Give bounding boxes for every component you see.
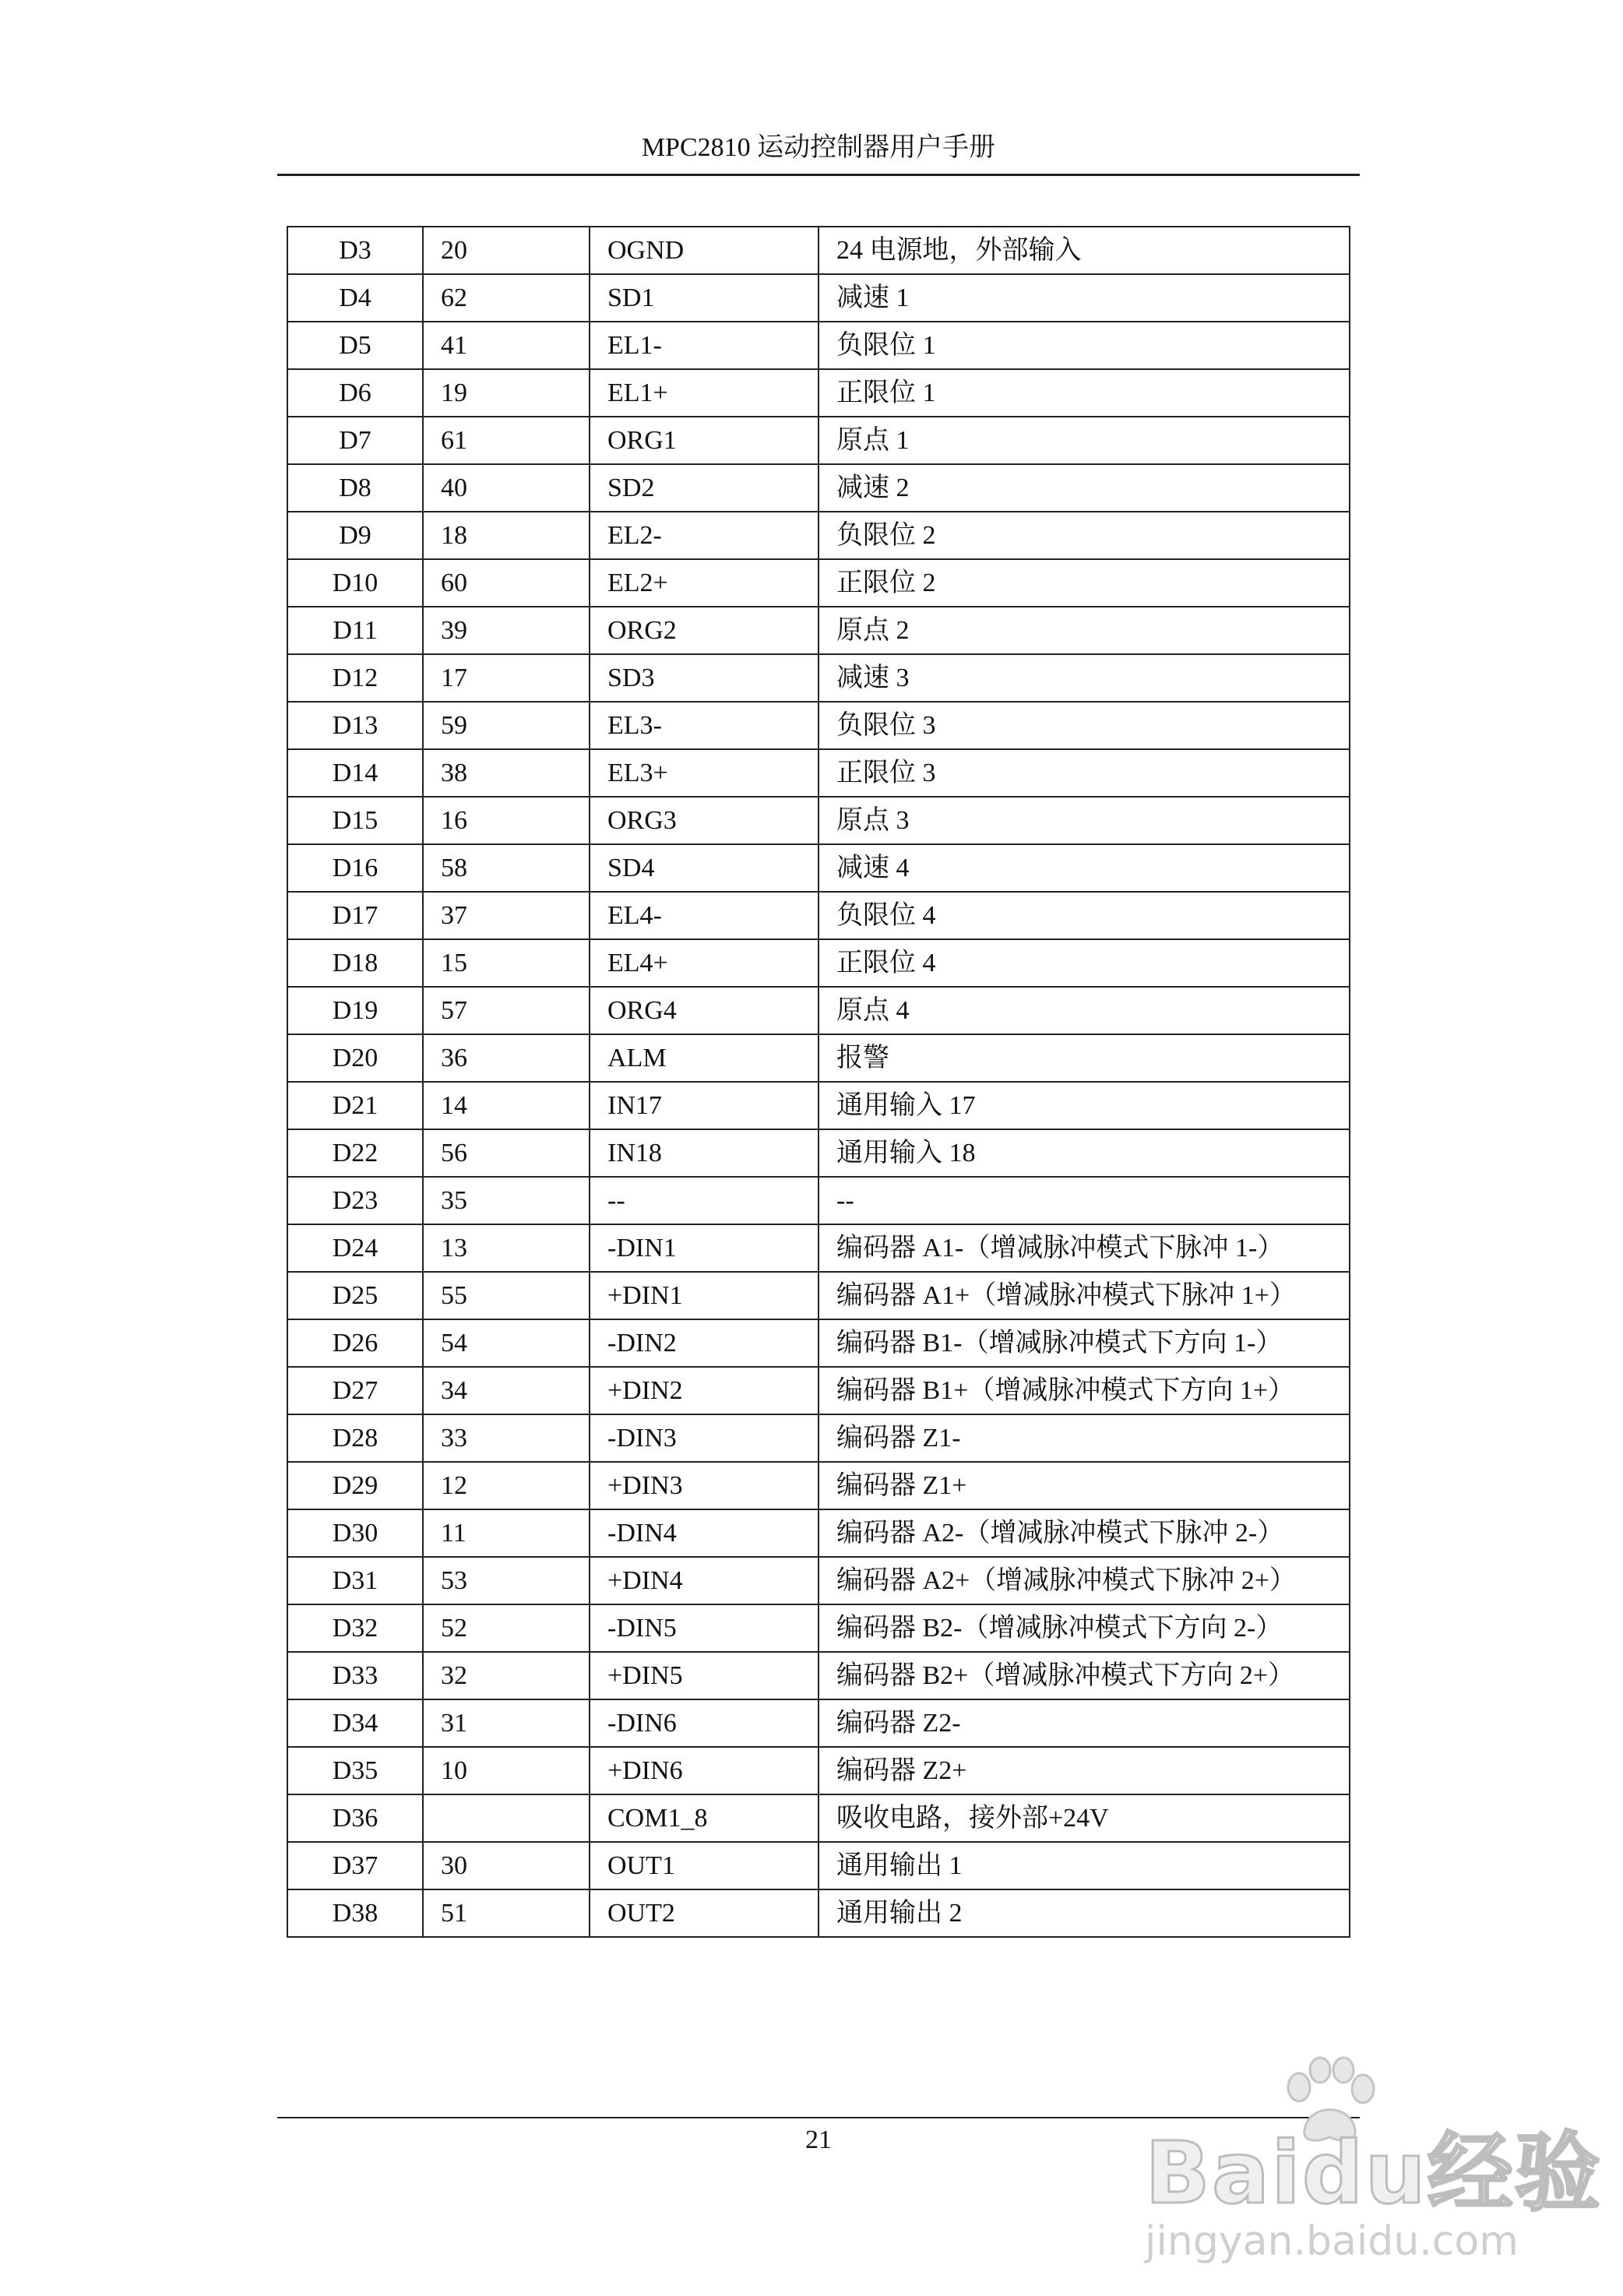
description-cell: 编码器 B2-（增减脉冲模式下方向 2-）	[819, 1604, 1350, 1652]
description-cell: 通用输出 2	[819, 1889, 1350, 1937]
description-cell: 编码器 Z2+	[819, 1747, 1350, 1794]
description-cell: 编码器 B2+（增减脉冲模式下方向 2+）	[819, 1652, 1350, 1699]
description-cell: 负限位 1	[819, 322, 1350, 369]
signal-id-cell: D28	[287, 1414, 423, 1462]
pin-number-cell: 16	[423, 797, 590, 844]
page-header-title: MPC2810 运动控制器用户手册	[641, 133, 996, 162]
signal-id-cell: D34	[287, 1699, 423, 1747]
signal-name-cell: +DIN3	[590, 1462, 819, 1509]
pin-number-cell: 34	[423, 1367, 590, 1414]
signal-name-cell: EL4-	[590, 892, 819, 939]
signal-name-cell: EL2+	[590, 559, 819, 607]
pin-number-cell: 57	[423, 987, 590, 1034]
description-cell: --	[819, 1177, 1350, 1224]
table-row	[287, 1794, 1350, 1842]
description-cell: 正限位 1	[819, 369, 1350, 417]
baidu-jingyan-watermark	[1145, 2056, 1612, 2265]
signal-name-cell: -DIN3	[590, 1414, 819, 1462]
pin-number-cell: 53	[423, 1557, 590, 1604]
table-row	[287, 1034, 1350, 1082]
signal-name-cell: -DIN6	[590, 1699, 819, 1747]
signal-id-cell: D8	[287, 464, 423, 512]
pin-number-cell: 32	[423, 1652, 590, 1699]
signal-id-cell: D20	[287, 1034, 423, 1082]
signal-id-cell: D30	[287, 1509, 423, 1557]
description-cell: 原点 4	[819, 987, 1350, 1034]
pin-number-cell: 35	[423, 1177, 590, 1224]
pin-number-cell: 60	[423, 559, 590, 607]
signal-name-cell: SD1	[590, 274, 819, 322]
signal-name-cell: EL3+	[590, 749, 819, 797]
table-row	[287, 1747, 1350, 1794]
signal-name-cell: EL1+	[590, 369, 819, 417]
description-cell: 原点 2	[819, 607, 1350, 654]
description-cell: 负限位 2	[819, 512, 1350, 559]
signal-id-cell: D29	[287, 1462, 423, 1509]
signal-name-cell: +DIN1	[590, 1272, 819, 1319]
pin-number-cell: 36	[423, 1034, 590, 1082]
description-cell: 正限位 3	[819, 749, 1350, 797]
description-cell: 正限位 4	[819, 939, 1350, 987]
table-row	[287, 797, 1350, 844]
signal-id-cell: D23	[287, 1177, 423, 1224]
table-row	[287, 1082, 1350, 1129]
signal-id-cell: D15	[287, 797, 423, 844]
signal-name-cell: +DIN5	[590, 1652, 819, 1699]
signal-name-cell: COM1_8	[590, 1794, 819, 1842]
description-cell: 正限位 2	[819, 559, 1350, 607]
description-cell: 通用输入 17	[819, 1082, 1350, 1129]
signal-id-cell: D13	[287, 702, 423, 749]
description-cell: 减速 1	[819, 274, 1350, 322]
signal-name-cell: -DIN4	[590, 1509, 819, 1557]
description-cell: 编码器 A2-（增减脉冲模式下脉冲 2-）	[819, 1509, 1350, 1557]
signal-name-cell: EL2-	[590, 512, 819, 559]
signal-id-cell: D16	[287, 844, 423, 892]
signal-name-cell: -DIN2	[590, 1319, 819, 1367]
table-row	[287, 939, 1350, 987]
table-row	[287, 1319, 1350, 1367]
table-row	[287, 1652, 1350, 1699]
description-cell: 负限位 4	[819, 892, 1350, 939]
description-cell: 减速 2	[819, 464, 1350, 512]
signal-name-cell: ORG3	[590, 797, 819, 844]
pin-number-cell: 55	[423, 1272, 590, 1319]
signal-id-cell: D12	[287, 654, 423, 702]
watermark-url: jingyan.baidu.com	[1145, 2218, 1519, 2265]
pin-number-cell: 61	[423, 417, 590, 464]
signal-name-cell: +DIN4	[590, 1557, 819, 1604]
signal-id-cell: D26	[287, 1319, 423, 1367]
signal-name-cell: +DIN2	[590, 1367, 819, 1414]
pin-number-cell: 13	[423, 1224, 590, 1272]
signal-id-cell: D36	[287, 1794, 423, 1842]
pin-number-cell	[423, 1794, 590, 1842]
signal-id-cell: D14	[287, 749, 423, 797]
signal-name-cell: -DIN1	[590, 1224, 819, 1272]
signal-name-cell: ORG4	[590, 987, 819, 1034]
signal-name-cell: OGND	[590, 227, 819, 274]
table-row	[287, 844, 1350, 892]
signal-name-cell: EL4+	[590, 939, 819, 987]
pin-number-cell: 10	[423, 1747, 590, 1794]
signal-id-cell: D25	[287, 1272, 423, 1319]
description-cell: 报警	[819, 1034, 1350, 1082]
pin-table-body	[287, 227, 1350, 1937]
pin-number-cell: 14	[423, 1082, 590, 1129]
table-row	[287, 1557, 1350, 1604]
header-rule	[277, 174, 1360, 176]
signal-id-cell: D19	[287, 987, 423, 1034]
description-cell: 编码器 Z1-	[819, 1414, 1350, 1462]
signal-id-cell: D17	[287, 892, 423, 939]
table-row	[287, 369, 1350, 417]
description-cell: 编码器 A1+（增减脉冲模式下脉冲 1+）	[819, 1272, 1350, 1319]
signal-id-cell: D11	[287, 607, 423, 654]
pin-number-cell: 62	[423, 274, 590, 322]
pin-number-cell: 30	[423, 1842, 590, 1889]
pin-number-cell: 58	[423, 844, 590, 892]
signal-id-cell: D7	[287, 417, 423, 464]
table-row	[287, 1367, 1350, 1414]
description-cell: 吸收电路，接外部+24V	[819, 1794, 1350, 1842]
description-cell: 编码器 B1-（增减脉冲模式下方向 1-）	[819, 1319, 1350, 1367]
signal-name-cell: EL1-	[590, 322, 819, 369]
table-row	[287, 1177, 1350, 1224]
description-cell: 通用输出 1	[819, 1842, 1350, 1889]
pin-number-cell: 33	[423, 1414, 590, 1462]
pin-number-cell: 52	[423, 1604, 590, 1652]
pin-number-cell: 38	[423, 749, 590, 797]
description-cell: 通用输入 18	[819, 1129, 1350, 1177]
pin-number-cell: 40	[423, 464, 590, 512]
pin-assignment-table	[287, 226, 1350, 1938]
pin-number-cell: 12	[423, 1462, 590, 1509]
signal-id-cell: D22	[287, 1129, 423, 1177]
pin-number-cell: 15	[423, 939, 590, 987]
description-cell: 24 电源地，外部输入	[819, 227, 1350, 274]
signal-name-cell: OUT2	[590, 1889, 819, 1937]
signal-id-cell: D31	[287, 1557, 423, 1604]
pin-number-cell: 19	[423, 369, 590, 417]
description-cell: 减速 3	[819, 654, 1350, 702]
description-cell: 减速 4	[819, 844, 1350, 892]
table-row	[287, 559, 1350, 607]
signal-name-cell: IN18	[590, 1129, 819, 1177]
signal-id-cell: D5	[287, 322, 423, 369]
signal-id-cell: D3	[287, 227, 423, 274]
table-row	[287, 1129, 1350, 1177]
watermark-logo: Baidu经验	[1145, 2123, 1602, 2223]
description-cell: 原点 3	[819, 797, 1350, 844]
signal-id-cell: D33	[287, 1652, 423, 1699]
table-row	[287, 1604, 1350, 1652]
pin-number-cell: 11	[423, 1509, 590, 1557]
signal-id-cell: D9	[287, 512, 423, 559]
description-cell: 编码器 A2+（增减脉冲模式下脉冲 2+）	[819, 1557, 1350, 1604]
signal-id-cell: D4	[287, 274, 423, 322]
pin-number-cell: 18	[423, 512, 590, 559]
table-row	[287, 654, 1350, 702]
pin-number-cell: 20	[423, 227, 590, 274]
table-row	[287, 1414, 1350, 1462]
signal-name-cell: -DIN5	[590, 1604, 819, 1652]
description-cell: 负限位 3	[819, 702, 1350, 749]
table-row	[287, 892, 1350, 939]
signal-id-cell: D10	[287, 559, 423, 607]
pin-number-cell: 59	[423, 702, 590, 749]
table-row	[287, 1699, 1350, 1747]
table-row	[287, 417, 1350, 464]
pin-number-cell: 39	[423, 607, 590, 654]
table-row	[287, 322, 1350, 369]
pin-number-cell: 17	[423, 654, 590, 702]
pin-number-cell: 51	[423, 1889, 590, 1937]
signal-id-cell: D21	[287, 1082, 423, 1129]
signal-name-cell: +DIN6	[590, 1747, 819, 1794]
table-row	[287, 227, 1350, 274]
pin-number-cell: 41	[423, 322, 590, 369]
table-row	[287, 1889, 1350, 1937]
signal-id-cell: D24	[287, 1224, 423, 1272]
signal-id-cell: D35	[287, 1747, 423, 1794]
description-cell: 编码器 A1-（增减脉冲模式下脉冲 1-）	[819, 1224, 1350, 1272]
description-cell: 原点 1	[819, 417, 1350, 464]
table-row	[287, 1224, 1350, 1272]
page-number: 21	[805, 2125, 832, 2154]
table-row	[287, 274, 1350, 322]
table-row	[287, 1272, 1350, 1319]
signal-id-cell: D18	[287, 939, 423, 987]
table-row	[287, 987, 1350, 1034]
signal-name-cell: SD4	[590, 844, 819, 892]
pin-number-cell: 54	[423, 1319, 590, 1367]
signal-name-cell: IN17	[590, 1082, 819, 1129]
signal-id-cell: D32	[287, 1604, 423, 1652]
table-row	[287, 464, 1350, 512]
description-cell: 编码器 Z1+	[819, 1462, 1350, 1509]
signal-id-cell: D37	[287, 1842, 423, 1889]
table-row	[287, 1462, 1350, 1509]
table-row	[287, 749, 1350, 797]
table-row	[287, 1509, 1350, 1557]
signal-name-cell: ORG1	[590, 417, 819, 464]
signal-name-cell: OUT1	[590, 1842, 819, 1889]
table-row	[287, 512, 1350, 559]
signal-name-cell: EL3-	[590, 702, 819, 749]
table-row	[287, 607, 1350, 654]
description-cell: 编码器 Z2-	[819, 1699, 1350, 1747]
signal-id-cell: D38	[287, 1889, 423, 1937]
pin-number-cell: 56	[423, 1129, 590, 1177]
description-cell: 编码器 B1+（增减脉冲模式下方向 1+）	[819, 1367, 1350, 1414]
signal-name-cell: SD3	[590, 654, 819, 702]
table-row	[287, 1842, 1350, 1889]
signal-name-cell: --	[590, 1177, 819, 1224]
signal-name-cell: ALM	[590, 1034, 819, 1082]
table-row	[287, 702, 1350, 749]
pin-number-cell: 31	[423, 1699, 590, 1747]
signal-id-cell: D27	[287, 1367, 423, 1414]
pin-number-cell: 37	[423, 892, 590, 939]
signal-name-cell: SD2	[590, 464, 819, 512]
signal-id-cell: D6	[287, 369, 423, 417]
signal-name-cell: ORG2	[590, 607, 819, 654]
